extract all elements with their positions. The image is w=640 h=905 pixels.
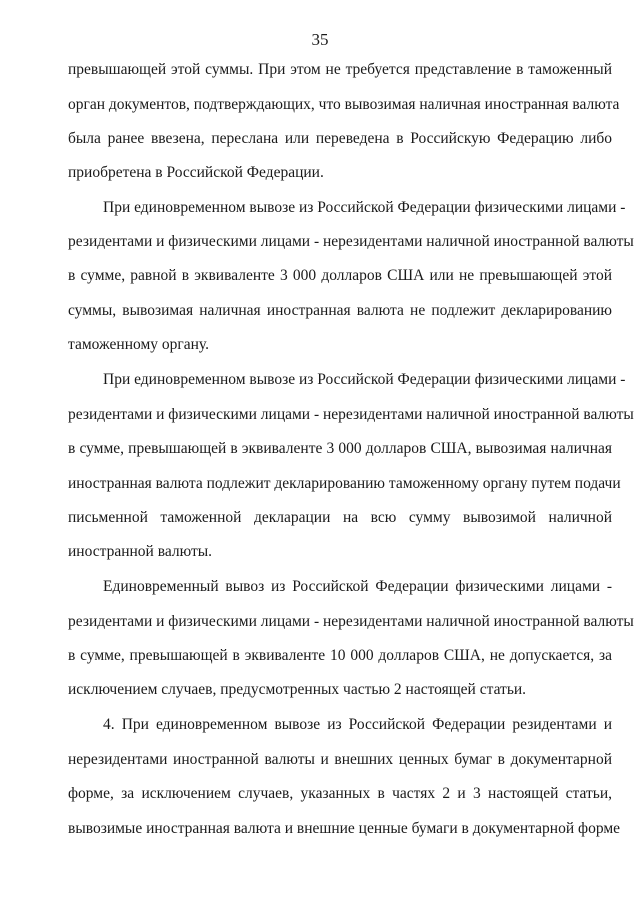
text-line: таможенному органу.: [68, 336, 209, 353]
text-line: иностранной валюты.: [68, 543, 213, 560]
text-line: резидентами и физическими лицами - нерезидентами наличной иностранной валюты: [68, 613, 634, 630]
text-line: орган документов, подтверждающих, что вывозимая наличная иностранная валюта: [68, 96, 620, 113]
text-line: в сумме, равной в эквиваленте 3 000 долларов США или не превышающей этой: [68, 267, 612, 284]
text-line: приобретена в Российской Федерации.: [68, 164, 324, 181]
text-line: исключением случаев, предусмотренных частью 2 настоящей статьи.: [68, 681, 527, 698]
page-number: 35: [311, 30, 329, 49]
text-line: резидентами и физическими лицами - нерезидентами наличной иностранной валюты: [68, 406, 634, 423]
text-line: была ранее ввезена, переслана или переведена в Российскую Федерацию либо: [68, 130, 612, 147]
text-line: При единовременном вывозе из Российской Федерации физическими лицами -: [103, 371, 626, 388]
text-line: форме, за исключением случаев, указанных в частях 2 и 3 настоящей статьи,: [68, 785, 612, 802]
text-line: в сумме, превышающей в эквиваленте 10 000 долларов США, не допускается, за: [68, 647, 612, 664]
text-line: превышающей этой суммы. При этом не требуется представление в таможенный: [68, 61, 612, 78]
text-line: резидентами и физическими лицами - нерезидентами наличной иностранной валюты: [68, 233, 634, 250]
text-line: письменной таможенной декларации на всю сумму вывозимой наличной: [68, 509, 612, 526]
text-line: При единовременном вывозе из Российской Федерации физическими лицами -: [103, 199, 626, 216]
text-line: в сумме, превышающей в эквиваленте 3 000 долларов США, вывозимая наличная: [68, 440, 612, 457]
text-line: суммы, вывозимая наличная иностранная валюта не подлежит декларированию: [68, 302, 612, 319]
text-line: Единовременный вывоз из Российской Федерации физическими лицами -: [103, 578, 612, 595]
text-line: нерезидентами иностранной валюты и внешних ценных бумаг в документарной: [68, 751, 612, 768]
text-line: иностранная валюта подлежит декларированию таможенному органу путем подачи: [68, 475, 621, 492]
text-line: 4. При единовременном вывозе из Российской Федерации резидентами и: [103, 716, 612, 733]
text-line: вывозимые иностранная валюта и внешние ценные бумаги в документарной форме: [68, 820, 621, 837]
